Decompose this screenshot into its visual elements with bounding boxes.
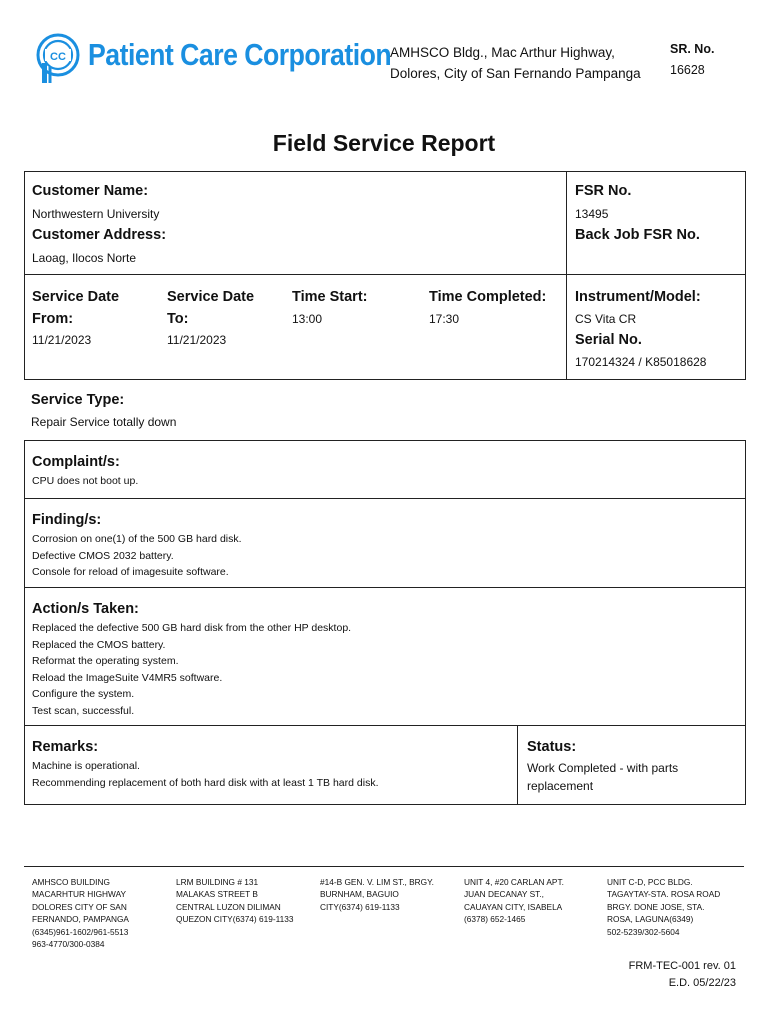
service-date-to-value: 11/21/2023 (167, 333, 227, 347)
complaint-line: CPU does not boot up. (32, 475, 139, 487)
customer-name-value: Northwestern University (32, 207, 160, 221)
service-date-to-label: Service Date To: (167, 289, 255, 327)
status-label: Status: (527, 739, 577, 755)
time-completed-label: Time Completed: (429, 289, 547, 305)
remarks-status-box (24, 725, 746, 805)
form-number (629, 958, 736, 992)
action-line: Replaced the defective 500 GB hard disk from the other HP desktop. (32, 622, 352, 634)
findings-label: Finding/s: (32, 512, 102, 528)
time-start-label: Time Start: (292, 289, 368, 305)
service-date-from-label: Service Date From: (32, 289, 120, 327)
fsr-number-value: 13495 (575, 207, 609, 221)
complaints-box (24, 440, 746, 499)
actions-list (32, 620, 351, 719)
finding-line: Console for reload of imagesuite software. (32, 566, 229, 578)
finding-line: Corrosion on one(1) of the 500 GB hard disk. (32, 533, 242, 545)
complaints-label: Complaint/s: (32, 454, 120, 470)
service-type-value: Repair Service totally down (31, 415, 177, 429)
service-type-label: Service Type: (31, 392, 125, 408)
serial-number-label: Serial No. (575, 332, 642, 348)
customer-name-label: Customer Name: (32, 183, 149, 199)
office-address-laguna: UNIT C-D, PCC BLDG. TAGAYTAY-STA. ROSA ROAD BRGY. DONE JOSE, STA. ROSA, LAGUNA(6349) 502-5239/302-5604 (607, 877, 721, 937)
finding-line: Defective CMOS 2032 battery. (32, 549, 174, 562)
company-address-line1: AMHSCO Bldg., Mac Arthur Highway, (390, 45, 615, 60)
instrument-model-label: Instrument/Model: (575, 289, 701, 305)
company-address-line2: Dolores, City of San Fernando Pampanga (390, 66, 641, 81)
action-line: Reload the ImageSuite V4MR5 software. (32, 671, 223, 684)
sr-number-value: 16628 (670, 63, 705, 77)
company-logo (34, 33, 82, 85)
actions-label: Action/s Taken: (32, 601, 139, 617)
actions-box (24, 587, 746, 726)
time-completed-value: 17:30 (429, 312, 460, 326)
company-address (390, 42, 641, 84)
office-address-baguio: #14-B GEN. V. LIM ST., BRGY. BURNHAM, BAGUIO CITY(6374) 619-1133 (320, 877, 434, 912)
action-line: Replaced the CMOS battery. (32, 638, 166, 651)
remark-line: Recommending replacement of both hard disk with at least 1 TB hard disk. (32, 776, 379, 789)
action-line: Reformat the operating system. (32, 655, 179, 667)
fsr-number-label: FSR No. (575, 183, 632, 199)
serial-number-value: 170214324 / K85018628 (575, 355, 707, 369)
remark-line: Machine is operational. (32, 760, 140, 772)
action-line: Test scan, successful. (32, 704, 135, 717)
backjob-fsr-label: Back Job FSR No. (575, 227, 700, 243)
complaints-list (32, 473, 138, 490)
service-date-from-value: 11/21/2023 (32, 333, 92, 347)
office-address-quezon-city: LRM BUILDING # 131 MALAKAS STREET B CENTRAL LUZON DILIMAN QUEZON CITY(6374) 619-1133 (176, 877, 294, 925)
customer-address-label: Customer Address: (32, 227, 167, 243)
effective-date: E.D. 05/22/23 (668, 977, 736, 989)
document-title: Field Service Report (272, 130, 496, 156)
office-address-isabela: UNIT 4, #20 CARLAN APT. JUAN DECANAY ST., CAUAYAN CITY, ISABELA (6378) 652-1465 (464, 877, 564, 925)
office-address-pampanga: AMHSCO BUILDING MACARHTUR HIGHWAY DOLORES CITY OF SAN FERNANDO, PAMPANGA (6345)961-1602/961-5513 963-4770/300-0384 (32, 877, 129, 950)
customer-address-value: Laoag, Ilocos Norte (32, 251, 137, 265)
form-revision: FRM-TEC-001 rev. 01 (628, 960, 736, 972)
company-name: Patient Care Corporation (88, 37, 392, 72)
sr-number-label: SR. No. (670, 42, 715, 56)
footer-divider (24, 866, 744, 867)
remarks-label: Remarks: (32, 739, 99, 755)
pcc-logo-icon (34, 33, 82, 85)
action-line: Configure the system. (32, 688, 135, 700)
svg-text:CC: CC (50, 51, 66, 63)
findings-box (24, 498, 746, 588)
findings-list (32, 531, 242, 581)
time-start-value: 13:00 (292, 312, 323, 326)
service-box (24, 274, 746, 380)
status-value: Work Completed - with parts replacement (527, 761, 679, 793)
instrument-model-value: CS Vita CR (575, 312, 637, 326)
customer-box (24, 171, 746, 275)
remarks-list (32, 758, 379, 791)
